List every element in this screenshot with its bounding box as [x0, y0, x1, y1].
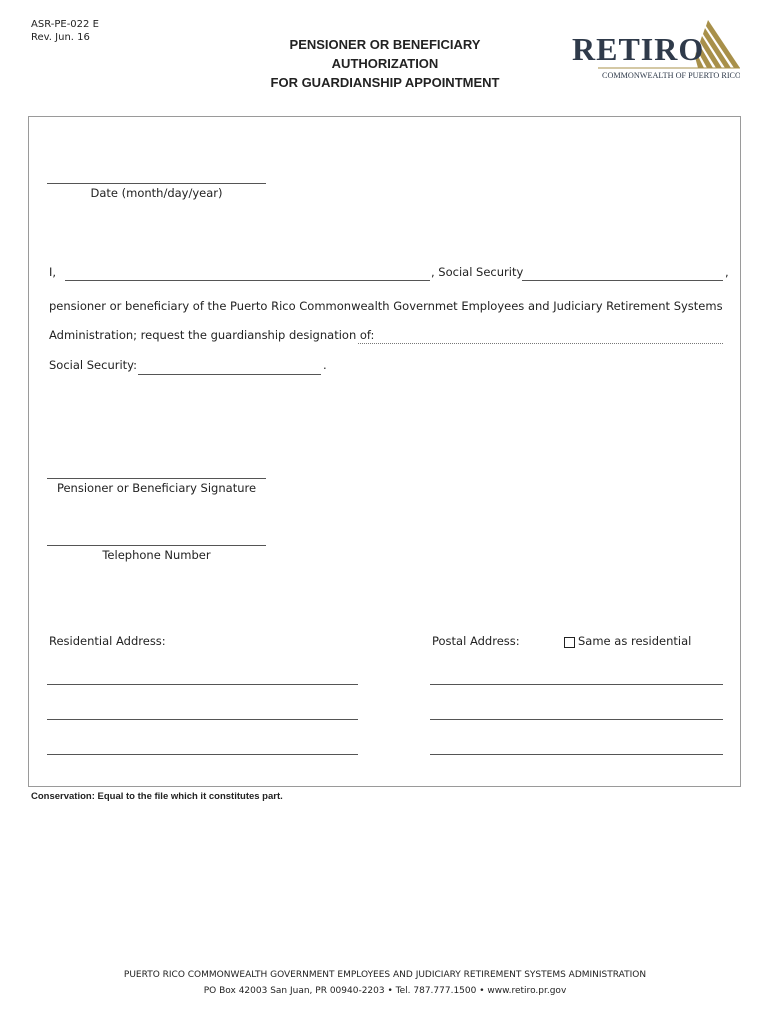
- signature-caption: Pensioner or Beneficiary Signature: [56, 481, 257, 495]
- comma-end: ,: [725, 265, 729, 279]
- residential-address-line-3[interactable]: [47, 754, 358, 755]
- social-security-label: , Social Security: [431, 265, 524, 279]
- logo-wordmark: RETIRO: [572, 31, 705, 67]
- statement-line-1: pensioner or beneficiary of the Puerto Rico Commonwealth Governmet Employees and Judiciary Retirement Systems: [49, 299, 723, 313]
- residential-address-line-2[interactable]: [47, 719, 358, 720]
- title-line-2: AUTHORIZATION: [331, 56, 439, 71]
- retiro-logo-graphic: [568, 18, 740, 82]
- date-caption: Date (month/day/year): [90, 186, 223, 200]
- form-code-block: [31, 18, 99, 44]
- guardian-ss-label: Social Security:: [49, 358, 138, 372]
- title-line-3: FOR GUARDIANSHIP APPOINTMENT: [270, 75, 500, 90]
- logo-subtext: COMMONWEALTH OF PUERTO RICO: [602, 71, 740, 80]
- footer-agency: PUERTO RICO COMMONWEALTH GOVERNMENT EMPLOYEES AND JUDICIARY RETIREMENT SYSTEMS ADMINISTRATION: [123, 970, 647, 980]
- pensioner-ssn-field[interactable]: [522, 280, 723, 281]
- residential-address-label: Residential Address:: [49, 634, 166, 648]
- i-label: I,: [49, 265, 57, 279]
- revision-date: Rev. Jun. 16: [31, 32, 90, 43]
- form-code: ASR-PE-022 E: [31, 19, 99, 30]
- same-as-residential-checkbox[interactable]: [564, 637, 575, 648]
- postal-address-line-1[interactable]: [430, 684, 723, 685]
- footer-contact: PO Box 42003 San Juan, PR 00940-2203 • Tel. 787.777.1500 • www.retiro.pr.gov: [203, 986, 567, 996]
- page-title: [250, 35, 520, 92]
- pensioner-name-field[interactable]: [65, 280, 430, 281]
- postal-address-line-3[interactable]: [430, 754, 723, 755]
- form-frame: [28, 116, 741, 787]
- same-as-residential-label: Same as residential: [578, 634, 692, 648]
- telephone-field[interactable]: [47, 545, 266, 546]
- date-field[interactable]: [47, 183, 266, 184]
- guardian-name-field[interactable]: [358, 343, 723, 344]
- statement-line-2: Administration; request the guardianship designation of:: [49, 328, 375, 342]
- retiro-logo: [568, 18, 740, 82]
- period: .: [323, 358, 327, 372]
- title-line-1: PENSIONER OR BENEFICIARY: [289, 37, 481, 52]
- conservation-note: Conservation: Equal to the file which it constitutes part.: [31, 791, 283, 802]
- signature-field[interactable]: [47, 478, 266, 479]
- postal-address-line-2[interactable]: [430, 719, 723, 720]
- postal-address-label: Postal Address:: [432, 634, 520, 648]
- guardian-ssn-field[interactable]: [138, 374, 321, 375]
- telephone-caption: Telephone Number: [102, 548, 211, 562]
- residential-address-line-1[interactable]: [47, 684, 358, 685]
